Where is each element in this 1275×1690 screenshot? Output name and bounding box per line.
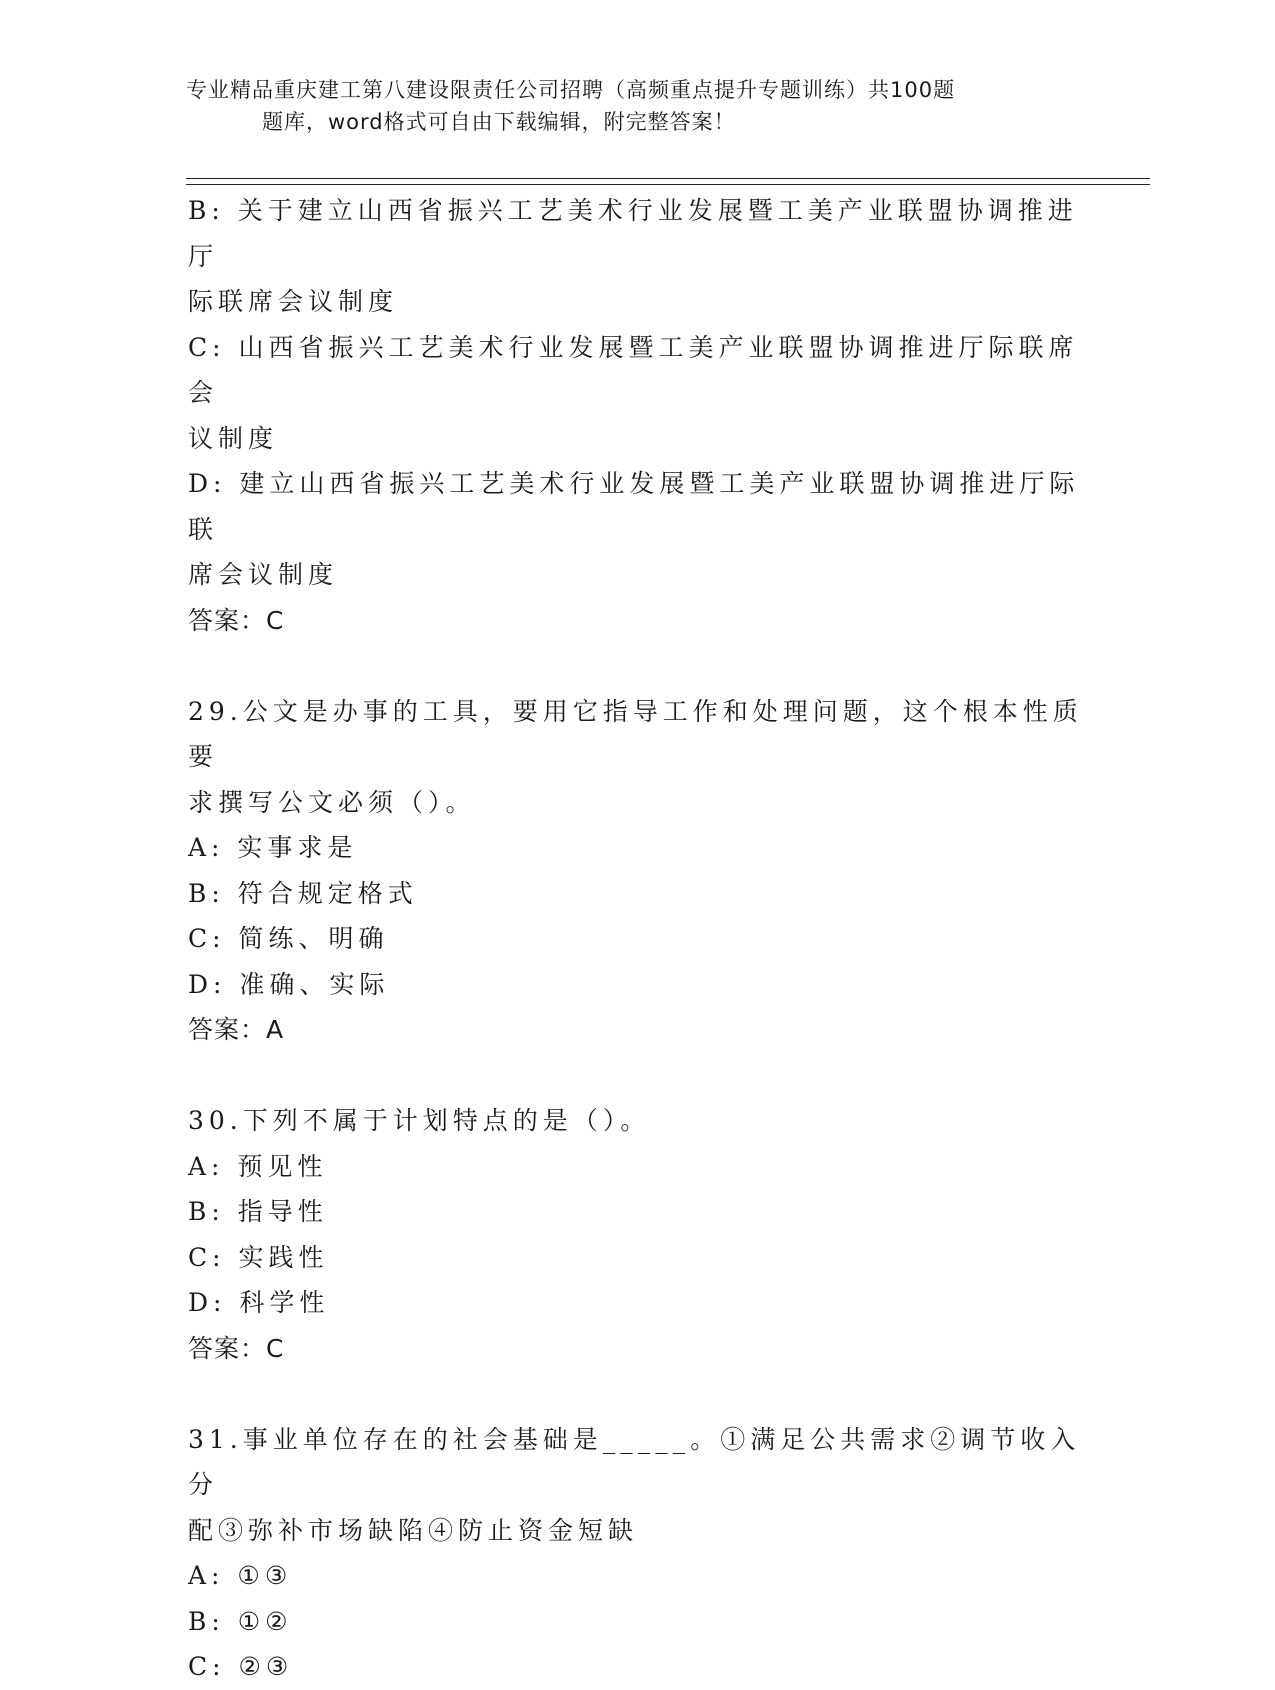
option-d-line1: D: 建立山西省振兴工艺美术行业发展暨工美产业联盟协调推进厅际联 [188,469,1080,544]
header-title-line1: 专业精品重庆建工第八建设限责任公司招聘（高频重点提升专题训练）共100题 [186,78,956,102]
question-29 [188,689,1088,1053]
answer-line: 答案：C [188,605,285,635]
option-c: C: 简练、明确 [188,924,389,953]
option-c: C: 实践性 [188,1242,329,1272]
option-b-line2: 际联席会议制度 [188,287,399,316]
option-d-line2: 席会议制度 [188,560,339,589]
answer-line: 答案：C [188,1333,285,1363]
question-stem-line2: 求撰写公文必须（）。 [188,787,476,817]
page-header [186,74,1066,138]
header-title-line2: 题库，word格式可自由下载编辑，附完整答案！ [262,110,736,134]
question-30 [188,1098,1088,1371]
option-d: D: 准确、实际 [188,969,390,999]
spacer [188,643,1088,689]
option-b: B: 符合规定格式 [188,878,418,908]
option-d: D: 科学性 [188,1288,330,1317]
spacer [188,1053,1088,1099]
option-c: C: ②③ [188,1652,294,1681]
question-stem-line2: 配③弥补市场缺陷④防止资金短缺 [188,1515,639,1545]
option-b: B: ①② [188,1606,293,1636]
header-divider-bottom [186,184,1150,185]
option-b-line1: B: 关于建立山西省振兴工艺美术行业发展暨工美产业联盟协调推进厅 [188,196,1078,271]
question-content [188,188,1088,1690]
option-c-line2: 议制度 [188,423,279,453]
header-divider-top [186,178,1150,179]
option-a: A: 预见性 [188,1151,328,1181]
answer-line: 答案：A [188,1015,285,1044]
option-a: A: 实事求是 [188,833,358,862]
option-a: A: ①③ [188,1561,293,1590]
spacer [188,1371,1088,1417]
question-31 [188,1417,1088,1690]
question-stem-line1: 29.公文是办事的工具，要用它指导工作和处理问题，这个根本性质要 [188,696,1083,771]
option-c-line1: C: 山西省振兴工艺美术行业发展暨工美产业联盟协调推进厅际联席会 [188,332,1079,407]
option-b: B: 指导性 [188,1197,328,1226]
question-stem-line1: 31.事业单位存在的社会基础是_____。①满足公共需求②调节收入分 [188,1424,1081,1499]
question-28 [188,188,1088,643]
question-stem: 30.下列不属于计划特点的是（）。 [188,1106,651,1135]
